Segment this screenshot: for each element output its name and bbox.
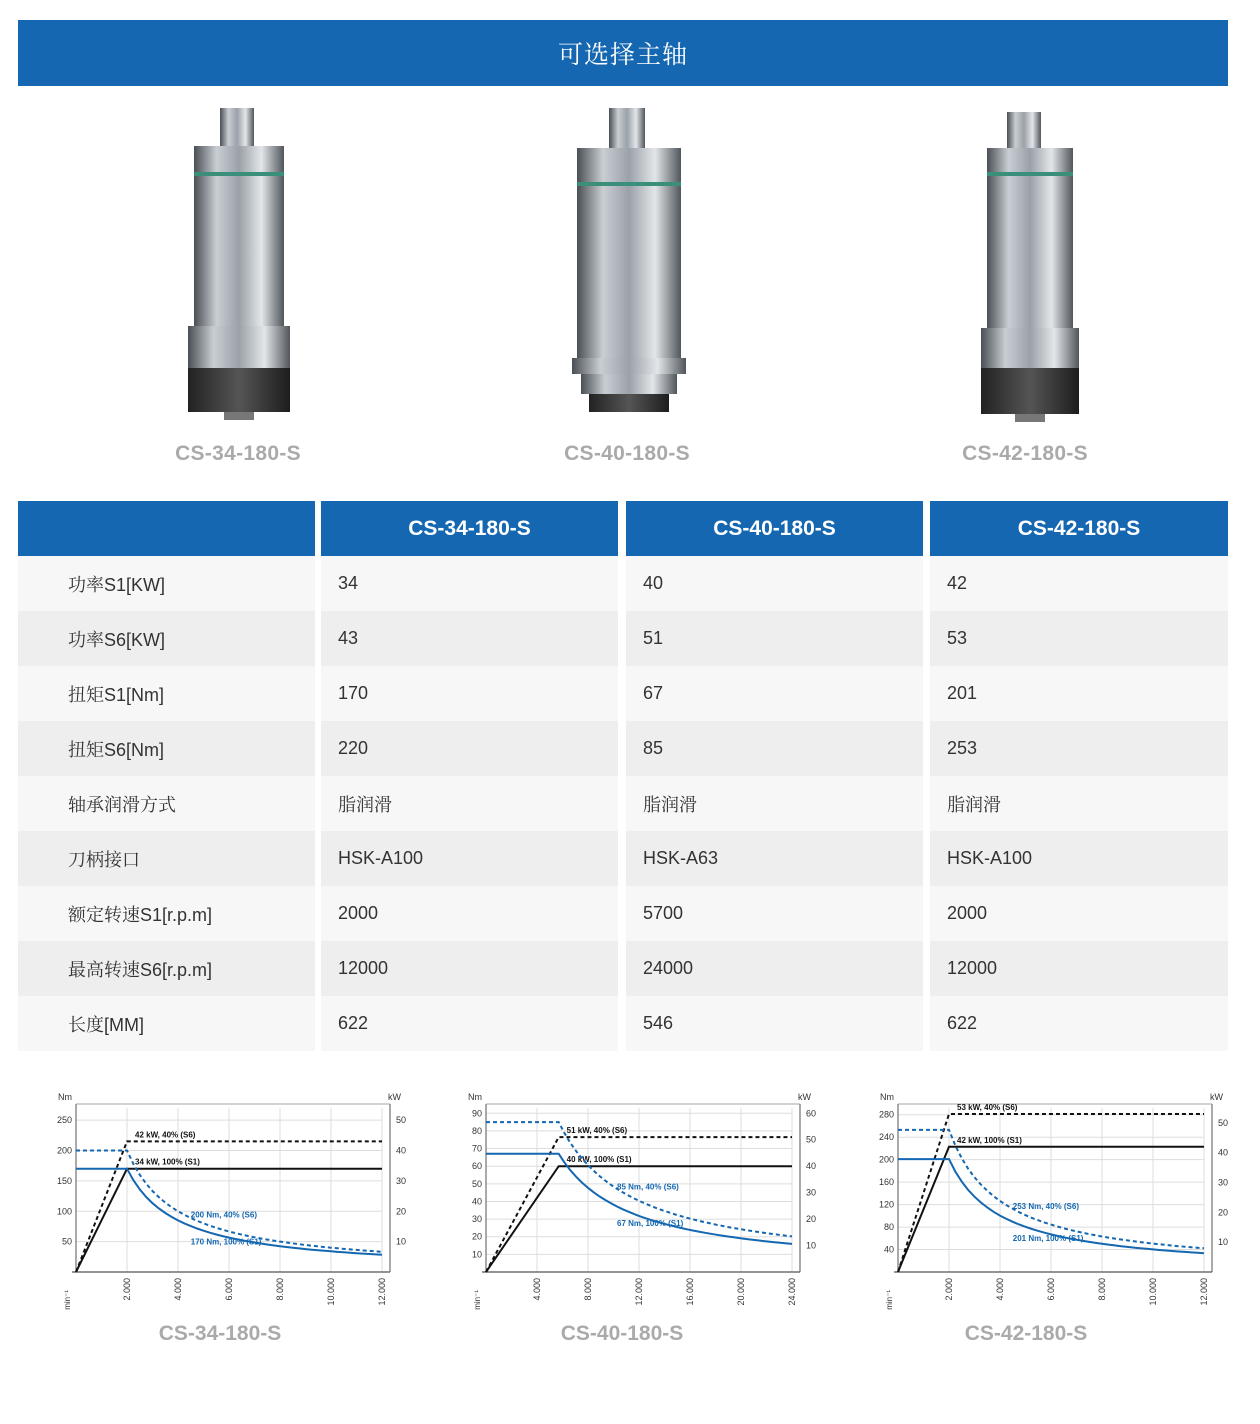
y-label-right: kW (1210, 1092, 1223, 1102)
y-tick-label-right: 20 (396, 1206, 407, 1217)
y-label-left: Nm (58, 1092, 72, 1102)
table-cell: 24000 (626, 941, 923, 996)
y-tick-label-left: 50 (61, 1236, 72, 1247)
y-tick-label-left: 200 (56, 1145, 72, 1156)
x-label: min⁻¹ (885, 1290, 894, 1310)
header-cell (18, 501, 315, 556)
series-label: 42 kW, 40% (S6) (135, 1130, 196, 1140)
table-cell: 2000 (930, 886, 1228, 941)
y-tick-label-right: 50 (1218, 1117, 1229, 1128)
table-cell: 622 (321, 996, 618, 1051)
y-tick-label-right: 60 (806, 1108, 817, 1119)
table-cell: 34 (321, 556, 618, 611)
performance-chart-cs-40 (450, 1090, 830, 1310)
chart-caption: CS-42-180-S (964, 1322, 1088, 1345)
y-tick-label-left: 60 (471, 1161, 482, 1172)
table-cell: 201 (930, 666, 1228, 721)
table-cell: 67 (626, 666, 923, 721)
table-cell: 5700 (626, 886, 923, 941)
row-label: 额定转速S1[r.p.m] (18, 886, 315, 941)
table-cell: 622 (930, 996, 1228, 1051)
performance-chart-cs-42 (862, 1090, 1242, 1310)
series-label: 40 kW, 100% (S1) (566, 1155, 632, 1165)
y-tick-label-left: 80 (471, 1125, 482, 1136)
x-tick-label: 6.000 (224, 1278, 234, 1301)
header-cell: CS-40-180-S (626, 501, 923, 556)
table-cell: 脂润滑 (321, 776, 618, 831)
x-tick-label: 12.000 (1199, 1278, 1209, 1306)
y-label-left: Nm (468, 1092, 482, 1102)
y-tick-label-left: 100 (56, 1206, 72, 1217)
y-tick-label-right: 10 (396, 1236, 407, 1247)
x-tick-label: 8.000 (275, 1278, 285, 1301)
product-caption: CS-42-180-S (962, 442, 1088, 465)
y-tick-label-left: 30 (471, 1214, 482, 1225)
table-cell: 170 (321, 666, 618, 721)
spec-table (18, 501, 1228, 1051)
spindle-image (875, 100, 1175, 430)
y-tick-label-right: 10 (806, 1240, 817, 1251)
y-label-right: kW (798, 1092, 811, 1102)
y-tick-label-left: 80 (883, 1222, 894, 1233)
y-tick-label-left: 40 (471, 1196, 482, 1207)
x-tick-label: 10.000 (326, 1278, 336, 1306)
table-cell: HSK-A100 (930, 831, 1228, 886)
series-label: 253 Nm, 40% (S6) (1012, 1202, 1080, 1212)
y-tick-label-right: 40 (1218, 1147, 1229, 1158)
y-tick-label-left: 20 (471, 1231, 482, 1242)
table-row (18, 721, 1228, 776)
series-label: 170 Nm, 100% (S1) (190, 1237, 262, 1247)
y-tick-label-left: 70 (471, 1143, 482, 1154)
y-tick-label-right: 10 (1218, 1237, 1229, 1248)
table-cell: 220 (321, 721, 618, 776)
row-label: 功率S6[KW] (18, 611, 315, 666)
table-cell: 253 (930, 721, 1228, 776)
section-banner (18, 20, 1228, 86)
table-cell: HSK-A100 (321, 831, 618, 886)
chart-caption: CS-34-180-S (158, 1322, 282, 1345)
table-row (18, 611, 1228, 666)
table-cell: 脂润滑 (626, 776, 923, 831)
header-cell: CS-34-180-S (321, 501, 618, 556)
series-label: 201 Nm, 100% (S1) (1012, 1233, 1084, 1243)
table-cell: 53 (930, 611, 1228, 666)
series-label: 42 kW, 100% (S1) (957, 1135, 1022, 1145)
table-header-row (18, 501, 1228, 556)
table-row (18, 556, 1228, 611)
y-tick-label-right: 40 (806, 1161, 817, 1172)
y-tick-label-right: 50 (806, 1134, 817, 1145)
y-tick-label-right: 20 (806, 1214, 817, 1225)
y-tick-label-right: 50 (396, 1115, 407, 1126)
table-row (18, 996, 1228, 1051)
row-label: 轴承润滑方式 (18, 776, 315, 831)
y-tick-label-left: 50 (471, 1178, 482, 1189)
y-tick-label-left: 200 (878, 1154, 894, 1165)
x-tick-label: 8.000 (1097, 1278, 1107, 1301)
x-tick-label: 24.000 (787, 1278, 797, 1306)
header-cell: CS-42-180-S (930, 501, 1228, 556)
y-tick-label-left: 90 (471, 1108, 482, 1119)
table-cell: 12000 (321, 941, 618, 996)
table-cell: 85 (626, 721, 923, 776)
x-tick-label: 4.000 (995, 1278, 1005, 1301)
x-tick-label: 4.000 (173, 1278, 183, 1301)
table-cell: 2000 (321, 886, 618, 941)
chart-caption: CS-40-180-S (560, 1322, 684, 1345)
row-label: 刀柄接口 (18, 831, 315, 886)
series-label: 53 kW, 40% (S6) (957, 1102, 1018, 1112)
y-tick-label-right: 40 (396, 1145, 407, 1156)
x-tick-label: 6.000 (1046, 1278, 1056, 1301)
spindle-image (477, 100, 777, 430)
y-tick-label-left: 40 (883, 1244, 894, 1255)
table-cell: 40 (626, 556, 923, 611)
y-label-left: Nm (880, 1092, 894, 1102)
banner-title: 可选择主轴 (557, 40, 688, 69)
y-tick-label-left: 10 (471, 1249, 482, 1260)
x-tick-label: 20.000 (736, 1278, 746, 1306)
y-tick-label-left: 150 (56, 1175, 72, 1186)
table-cell: 51 (626, 611, 923, 666)
y-tick-label-left: 120 (878, 1199, 894, 1210)
x-tick-label: 12.000 (634, 1278, 644, 1306)
series-label: 67 Nm, 100% (S1) (617, 1218, 684, 1228)
x-tick-label: 4.000 (532, 1278, 542, 1301)
y-tick-label-right: 30 (806, 1187, 817, 1198)
table-cell: 43 (321, 611, 618, 666)
table-cell: 42 (930, 556, 1228, 611)
table-row (18, 941, 1228, 996)
x-tick-label: 8.000 (583, 1278, 593, 1301)
table-row (18, 831, 1228, 886)
x-tick-label: 16.000 (685, 1278, 695, 1306)
row-label: 扭矩S6[Nm] (18, 721, 315, 776)
table-cell: 脂润滑 (930, 776, 1228, 831)
row-label: 功率S1[KW] (18, 556, 315, 611)
table-row (18, 666, 1228, 721)
y-tick-label-left: 160 (878, 1177, 894, 1188)
y-tick-label-left: 280 (878, 1109, 894, 1120)
series-label: 34 kW, 100% (S1) (135, 1157, 200, 1167)
row-label: 最高转速S6[r.p.m] (18, 941, 315, 996)
series-label: 200 Nm, 40% (S6) (190, 1210, 258, 1220)
x-tick-label: 2.000 (122, 1278, 132, 1301)
table-row (18, 776, 1228, 831)
product-caption: CS-40-180-S (564, 442, 690, 465)
table-row (18, 886, 1228, 941)
table-cell: 546 (626, 996, 923, 1051)
x-tick-label: 12.000 (377, 1278, 387, 1306)
product-card-cs-34 (88, 100, 388, 480)
product-card-cs-40 (477, 100, 777, 480)
spindle-image (88, 100, 388, 430)
table-cell: HSK-A63 (626, 831, 923, 886)
y-label-right: kW (388, 1092, 401, 1102)
table-cell: 12000 (930, 941, 1228, 996)
y-tick-label-right: 30 (396, 1175, 407, 1186)
product-card-cs-42 (875, 100, 1175, 480)
x-label: min⁻¹ (63, 1290, 72, 1310)
performance-chart-cs-34 (40, 1090, 420, 1310)
y-tick-label-right: 20 (1218, 1207, 1229, 1218)
x-label: min⁻¹ (473, 1290, 482, 1310)
series-label: 51 kW, 40% (S6) (566, 1126, 628, 1136)
row-label: 长度[MM] (18, 996, 315, 1051)
row-label: 扭矩S1[Nm] (18, 666, 315, 721)
y-tick-label-right: 30 (1218, 1177, 1229, 1188)
y-tick-label-left: 240 (878, 1132, 894, 1143)
x-tick-label: 10.000 (1148, 1278, 1158, 1306)
series-label: 85 Nm, 40% (S6) (617, 1182, 679, 1192)
product-caption: CS-34-180-S (175, 442, 301, 465)
y-tick-label-left: 250 (56, 1115, 72, 1126)
x-tick-label: 2.000 (944, 1278, 954, 1301)
